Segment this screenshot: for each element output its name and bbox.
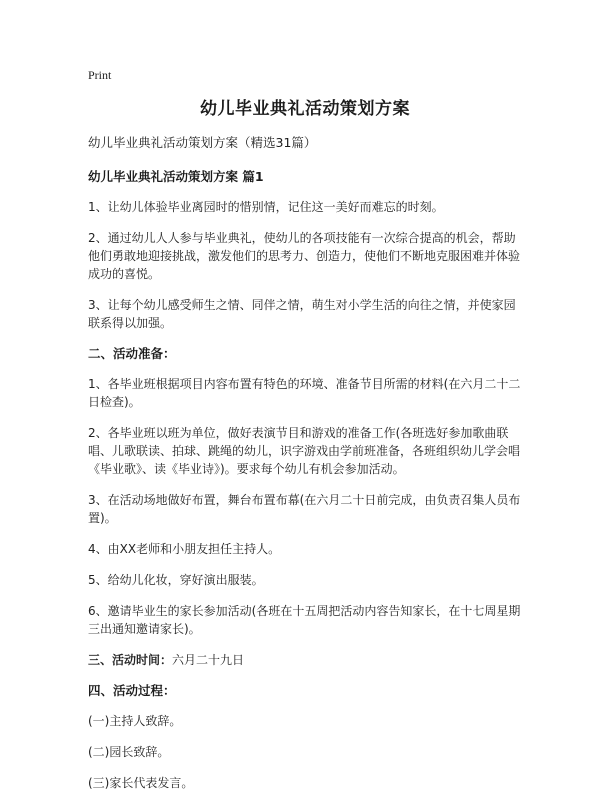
activity-time-value: 六月二十九日 — [172, 653, 245, 667]
activity-time-line — [88, 651, 522, 669]
activity-time-label: 三、活动时间： — [88, 653, 173, 667]
prep-item-6: 6、邀请毕业生的家长参加活动(各班在十五周把活动内容告知家长，在十七周星期三出通知邀请家长)。 — [88, 604, 521, 636]
section-heading-process: 四、活动过程： — [88, 683, 176, 698]
document-title: 幼儿毕业典礼活动策划方案 — [200, 99, 410, 119]
prep-item-4: 4、由XX老师和小朋友担任主持人。 — [88, 542, 281, 556]
process-item-1: (一)主持人致辞。 — [88, 714, 182, 728]
process-item-3: (三)家长代表发言。 — [88, 776, 194, 790]
prep-item-1: 1、各毕业班根据项目内容布置有特色的环境、准备节目所需的材料(在六月二十二日检查)。 — [88, 377, 521, 409]
document-subtitle: 幼儿毕业典礼活动策划方案（精选31篇） — [88, 135, 317, 150]
prep-item-5: 5、给幼儿化妆，穿好演出服装。 — [88, 573, 264, 587]
goal-item-1: 1、让幼儿体验毕业离园时的惜别情，记住这一美好而难忘的时刻。 — [88, 200, 444, 214]
process-item-2: (二)园长致辞。 — [88, 745, 170, 759]
section-heading-part1: 幼儿毕业典礼活动策划方案 篇1 — [88, 169, 264, 184]
print-link[interactable]: Print — [88, 68, 112, 82]
prep-item-3: 3、在活动场地做好布置，舞台布置布幕(在六月二十日前完成，由负责召集人员布置)。 — [88, 493, 521, 525]
section-heading-preparation: 二、活动准备： — [88, 346, 176, 361]
goal-item-2: 2、通过幼儿人人参与毕业典礼，使幼儿的各项技能有一次综合提高的机会，帮助他们勇敢地迎接挑战，激发他们的思考力、创造力，使他们不断地克服困难并体验成功的喜悦。 — [88, 231, 521, 281]
goal-item-3: 3、让每个幼儿感受师生之情、同伴之情，萌生对小学生活的向往之情，并使家园联系得以加强。 — [88, 298, 516, 330]
prep-item-2: 2、各毕业班以班为单位，做好表演节目和游戏的准备工作(各班选好参加歌曲联唱、儿歌联读、拍球、跳绳的幼儿，识字游戏由学前班准备，各班组织幼儿学会唱《毕业歌》、读《毕业诗》)。要求每个幼儿有机会参加活动。 — [88, 426, 521, 476]
